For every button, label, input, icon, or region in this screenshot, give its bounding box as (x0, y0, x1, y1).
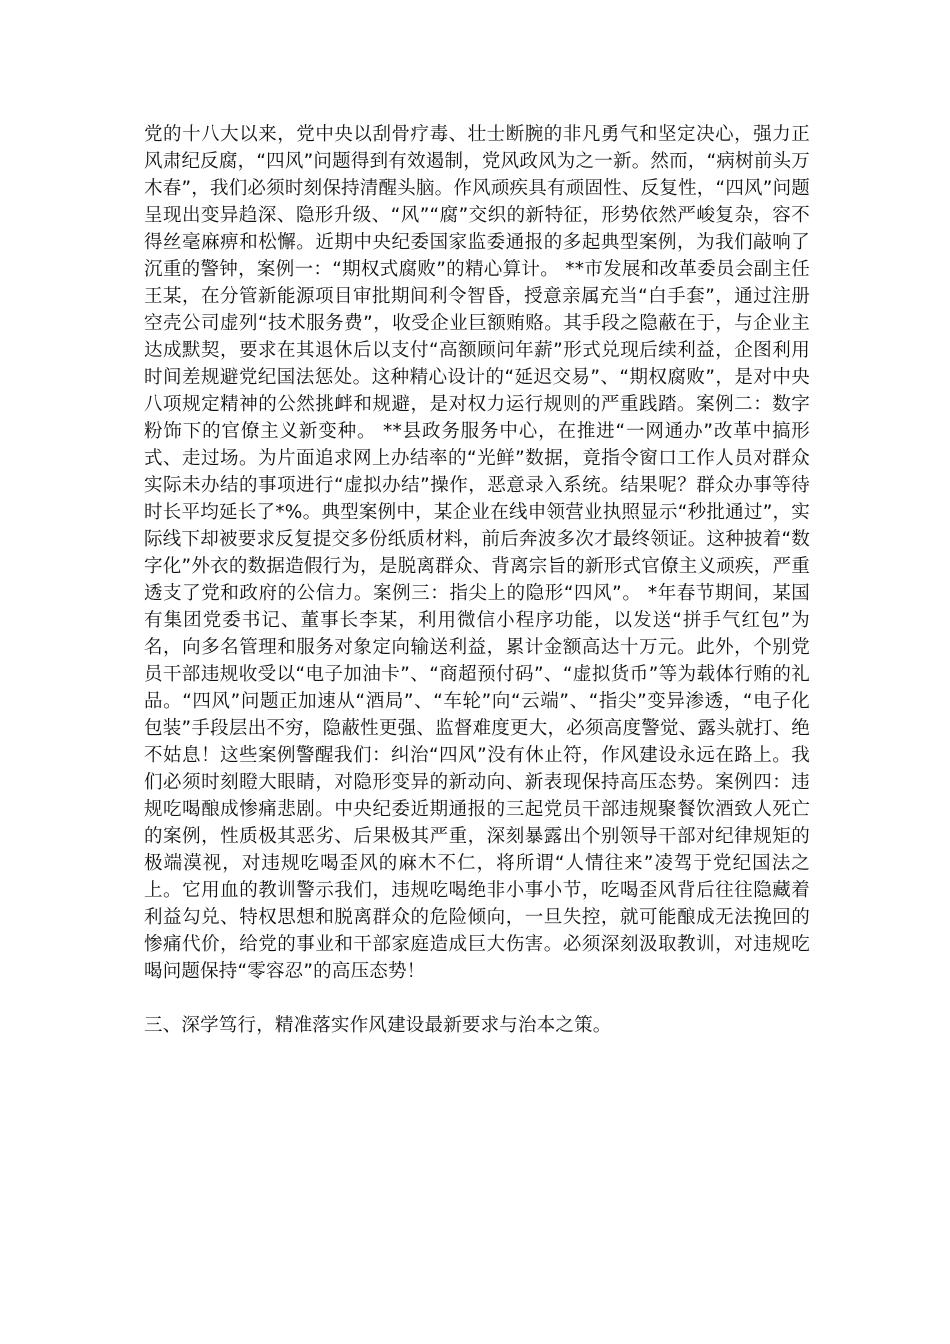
section-heading: 三、深学笃行，精准落实作风建设最新要求与治本之策。 (144, 1015, 612, 1036)
body-paragraph: 党的十八大以来，党中央以刮骨疗毒、壮士断腕的非凡勇气和坚定决心，强力正风肃纪反腐，“四风”问题得到有效遏制，党风政风为之一新。然而，“病树前头万木春”，我们必须时刻保持清醒头脑。作风顽疾具有顽固性、反复性，“四风”问题呈现出变异趋深、隐形升级、“风”“腐”交织的新特征，形势依然严峻复杂，容不得丝毫麻痹和松懈。近期中央纪委国家监委通报的多起典型案例，为我们敲响了沉重的警钟，案例一：“期权式腐败”的精心算计。 **市发展和改革委员会副主任王某，在分管新能源项目审批期间利令智昏，授意亲属充当“白手套”，通过注册空壳公司虚列“技术服务费”，收受企业巨额贿赂。其手段之隐蔽在于，与企业主达成默契，要求在其退休后以支付“高额顾问年薪”形式兑现后续利益，企图利用时间差规避党纪国法惩处。这种精心设计的“延迟交易”、“期权腐败”，是对中央八项规定精神的公然挑衅和规避，是对权力运行规则的严重践踏。案例二：数字粉饰下的官僚主义新变种。 **县政务服务中心，在推进“一网通办”改革中搞形式、走过场。为片面追求网上办结率的“光鲜”数据，竟指令窗口工作人员对群众实际未办结的事项进行“虚拟办结”操作，恶意录入系统。结果呢？群众办事等待时长平均延长了*%。典型案例中，某企业在线申领营业执照显示“秒批通过”，实际线下却被要求反复提交多份纸质材料，前后奔波多次才最终领证。这种披着“数字化”外衣的数据造假行为，是脱离群众、背离宗旨的新形式官僚主义顽疾，严重透支了党和政府的公信力。案例三：指尖上的隐形“四风”。 *年春节期间，某国有集团党委书记、董事长李某，利用微信小程序功能，以发送“拼手气红包”为名，向多名管理和服务对象定向输送利益，累计金额高达十万元。此外，个别党员干部违规收受以“电子加油卡”、“商超预付码”、“虚拟货币”等为载体行贿的礼品。“四风”问题正加速从“酒局”、“车轮”向“云端”、“指尖”变异渗透，“电子化包装”手段层出不穷，隐蔽性更强、监督难度更大，必须高度警觉、露头就打、绝不姑息！这些案例警醒我们：纠治“四风”没有休止符，作风建设永远在路上。我们必须时刻瞪大眼睛，对隐形变异的新动向、新表现保持高压态势。案例四：违规吃喝酿成惨痛悲剧。中央纪委近期通报的三起党员干部违规聚餐饮酒致人死亡的案例，性质极其恶劣、后果极其严重，深刻暴露出个别领导干部对纪律规矩的极端漠视，对违规吃喝歪风的麻木不仁，将所谓“人情往来”凌驾于党纪国法之上。它用血的教训警示我们，违规吃喝绝非小事小节，吃喝歪风背后往往隐藏着利益勾兑、特权思想和脱离群众的危险倾向，一旦失控，就可能酿成无法挽回的惨痛代价，给党的事业和干部家庭造成巨大伤害。必须深刻汲取教训，对违规吃喝问题保持“零容忍”的高压态势！ (144, 124, 810, 982)
document-content (144, 121, 810, 1039)
